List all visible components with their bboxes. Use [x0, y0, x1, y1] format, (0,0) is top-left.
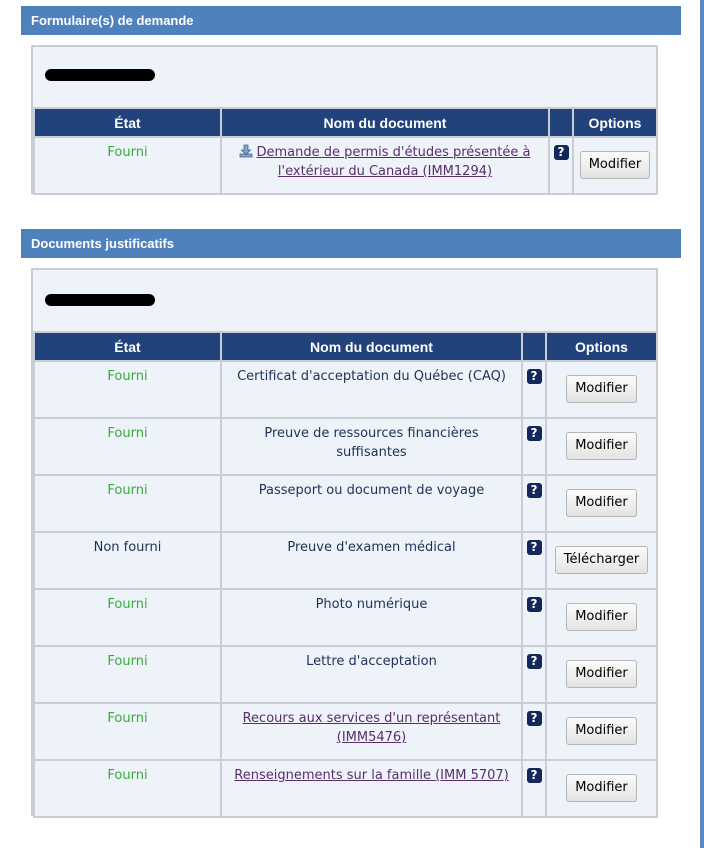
document-name: Certificat d'acceptation du Québec (CAQ) — [237, 369, 506, 384]
document-state: Fourni — [34, 646, 221, 703]
modifier-button[interactable]: Modifier — [580, 151, 651, 179]
document-state: Fourni — [34, 589, 221, 646]
column-header-name: Nom du document — [221, 108, 549, 137]
help-icon[interactable]: ? — [527, 654, 542, 669]
document-name-cell — [221, 703, 522, 760]
document-name-cell — [221, 418, 522, 475]
modifier-button[interactable]: Modifier — [566, 774, 637, 802]
document-row — [34, 137, 657, 194]
document-name: Photo numérique — [315, 597, 428, 612]
document-name-cell — [221, 361, 522, 418]
help-cell — [522, 760, 546, 817]
help-cell — [522, 646, 546, 703]
help-icon[interactable]: ? — [554, 145, 569, 160]
help-cell — [522, 418, 546, 475]
document-name-cell — [221, 532, 522, 589]
modifier-button[interactable]: Modifier — [566, 432, 637, 460]
document-state: Fourni — [34, 475, 221, 532]
document-state: Fourni — [34, 418, 221, 475]
help-icon[interactable]: ? — [527, 426, 542, 441]
help-icon[interactable]: ? — [527, 540, 542, 555]
document-name: Preuve d'examen médical — [287, 540, 456, 555]
document-row — [34, 760, 657, 817]
document-state: Fourni — [34, 137, 221, 194]
document-row — [34, 532, 657, 589]
document-name-cell — [221, 475, 522, 532]
column-header-name: Nom du document — [221, 332, 522, 361]
modifier-button[interactable]: Modifier — [566, 489, 637, 517]
options-cell — [546, 475, 657, 532]
column-header-help — [549, 108, 573, 137]
help-cell — [522, 361, 546, 418]
options-cell — [546, 703, 657, 760]
document-link-renseignements-sur-la-famille-imm-5707[interactable]: Renseignements sur la famille (IMM 5707) — [234, 768, 509, 783]
options-cell — [546, 589, 657, 646]
help-icon[interactable]: ? — [527, 711, 542, 726]
modifier-button[interactable]: Modifier — [566, 660, 637, 688]
supporting-section-title: Documents justificatifs — [21, 229, 681, 258]
supporting-section — [21, 229, 681, 795]
help-cell — [522, 532, 546, 589]
supporting-panel — [31, 268, 658, 816]
column-header-help — [522, 332, 546, 361]
help-icon[interactable]: ? — [527, 369, 542, 384]
options-cell — [546, 760, 657, 817]
document-name: Passeport ou document de voyage — [258, 483, 485, 498]
document-link-recours-aux-services-d-un-representant-i[interactable]: Recours aux services d'un représentant (IMM5476) — [242, 711, 501, 745]
document-state: Fourni — [34, 361, 221, 418]
help-cell — [522, 589, 546, 646]
forms-section-title: Formulaire(s) de demande — [21, 6, 681, 35]
document-row — [34, 589, 657, 646]
forms-panel — [31, 45, 658, 194]
document-name-cell — [221, 589, 522, 646]
help-icon[interactable]: ? — [527, 597, 542, 612]
document-name: Preuve de ressources financières suffisantes — [264, 426, 479, 460]
document-name-cell — [221, 137, 549, 194]
redacted-name — [45, 69, 155, 81]
document-link-demande-de-permis-d-etudes-presentee-a-l[interactable]: Demande de permis d'études présentée à l'extérieur du Canada (IMM1294) — [256, 145, 531, 179]
page-right-border — [700, 0, 704, 848]
document-name-cell — [221, 760, 522, 817]
modifier-button[interactable]: Modifier — [566, 717, 637, 745]
document-row — [34, 646, 657, 703]
help-cell — [549, 137, 573, 194]
column-header-options: Options — [573, 108, 657, 137]
column-header-state: État — [34, 332, 221, 361]
column-header-state: État — [34, 108, 221, 137]
document-state: Non fourni — [34, 532, 221, 589]
download-icon — [239, 144, 253, 158]
modifier-button[interactable]: Modifier — [566, 603, 637, 631]
document-state: Fourni — [34, 760, 221, 817]
document-name-cell — [221, 646, 522, 703]
redacted-name — [45, 294, 155, 306]
options-cell — [546, 418, 657, 475]
help-cell — [522, 703, 546, 760]
document-row — [34, 703, 657, 760]
forms-section — [21, 6, 681, 179]
options-cell — [573, 137, 657, 194]
help-icon[interactable]: ? — [527, 483, 542, 498]
document-name: Lettre d'acceptation — [306, 654, 437, 669]
column-header-options: Options — [546, 332, 657, 361]
document-row — [34, 418, 657, 475]
options-cell — [546, 646, 657, 703]
modifier-button[interactable]: Modifier — [566, 375, 637, 403]
telecharger-button[interactable]: Télécharger — [555, 546, 648, 574]
supporting-table — [33, 331, 658, 818]
options-cell — [546, 361, 657, 418]
document-state: Fourni — [34, 703, 221, 760]
help-icon[interactable]: ? — [527, 768, 542, 783]
document-row — [34, 475, 657, 532]
document-row — [34, 361, 657, 418]
options-cell — [546, 532, 657, 589]
help-cell — [522, 475, 546, 532]
forms-table — [33, 107, 658, 195]
